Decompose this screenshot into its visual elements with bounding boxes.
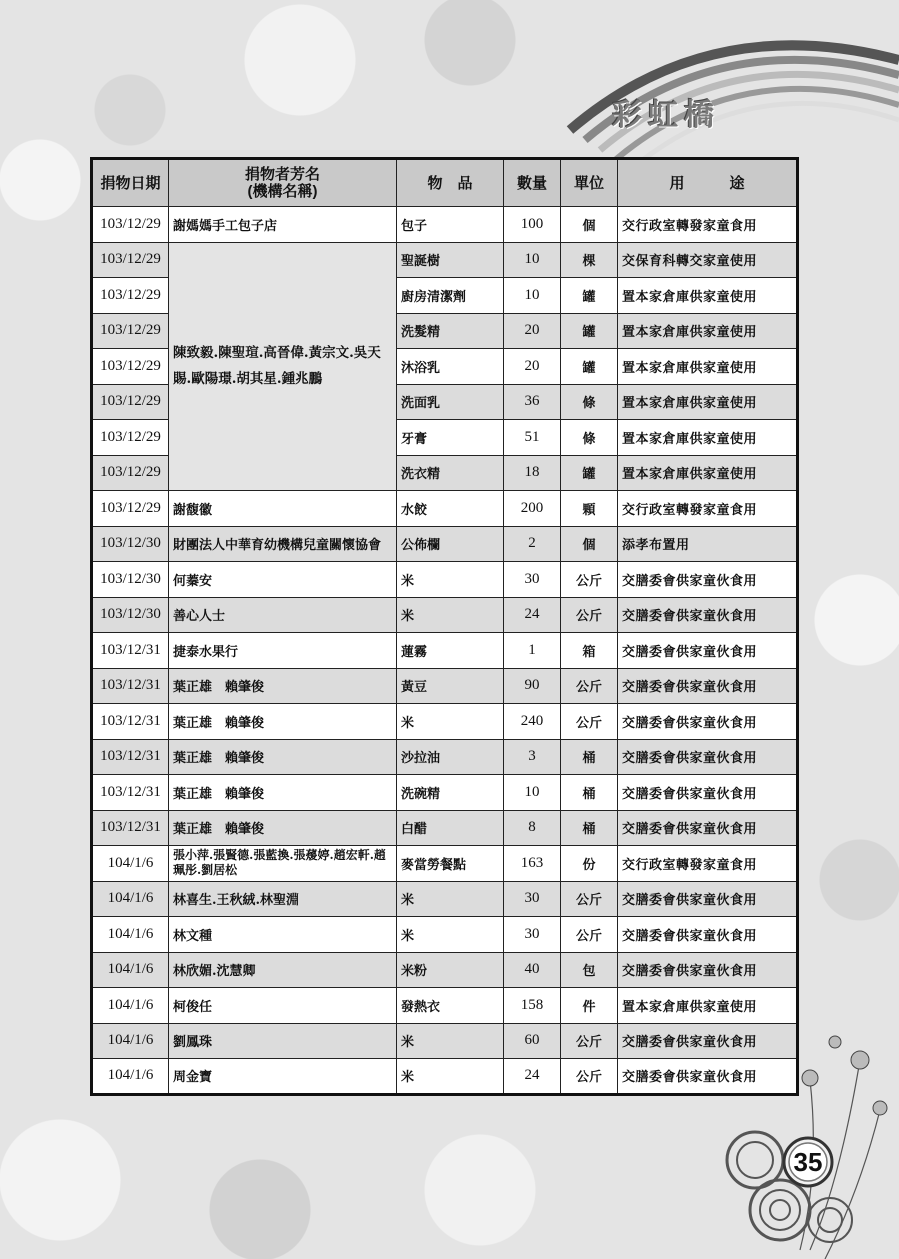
cell-date: 103/12/31: [92, 775, 169, 811]
table-row: [92, 491, 798, 527]
cell-item: 水餃: [397, 491, 504, 527]
cell-use: 置本家倉庫供家童使用: [618, 988, 798, 1024]
table-row: [92, 1059, 798, 1095]
cell-unit: 條: [561, 420, 618, 456]
cell-date: 103/12/29: [92, 207, 169, 243]
cell-item: 黃豆: [397, 668, 504, 704]
header-item: 物 品: [397, 159, 504, 207]
cell-donor: 張小萍.張賢德.張藍換.張蕿婷.趙宏軒.趙珮彤.劉居松: [169, 846, 397, 882]
cell-qty: 10: [504, 775, 561, 811]
cell-date: 103/12/29: [92, 455, 169, 491]
cell-unit: 公斤: [561, 1059, 618, 1095]
header-use: 用 途: [618, 159, 798, 207]
cell-qty: 10: [504, 242, 561, 278]
cell-item: 公佈欄: [397, 526, 504, 562]
cell-qty: 200: [504, 491, 561, 527]
cell-unit: 箱: [561, 633, 618, 669]
table-row: [92, 988, 798, 1024]
cell-date: 104/1/6: [92, 881, 169, 917]
table-row: [92, 562, 798, 598]
cell-use: 交膳委會供家童伙食用: [618, 1059, 798, 1095]
table-row: [92, 242, 798, 278]
cell-unit: 包: [561, 952, 618, 988]
cell-unit: 條: [561, 384, 618, 420]
cell-item: 米: [397, 917, 504, 953]
cell-use: 交行政室轉發家童食用: [618, 846, 798, 882]
header-title: 彩虹橋: [612, 98, 720, 133]
cell-use: 交膳委會供家童伙食用: [618, 633, 798, 669]
cell-date: 104/1/6: [92, 917, 169, 953]
cell-qty: 20: [504, 349, 561, 385]
cell-item: 米: [397, 1023, 504, 1059]
cell-qty: 24: [504, 597, 561, 633]
cell-qty: 240: [504, 704, 561, 740]
header-qty: 數量: [504, 159, 561, 207]
cell-item: 蓮霧: [397, 633, 504, 669]
table-row: [92, 526, 798, 562]
cell-qty: 30: [504, 881, 561, 917]
cell-donor: 葉正雄 賴肇俊: [169, 704, 397, 740]
cell-unit: 件: [561, 988, 618, 1024]
cell-date: 103/12/31: [92, 739, 169, 775]
cell-item: 廚房清潔劑: [397, 278, 504, 314]
cell-qty: 8: [504, 810, 561, 846]
cell-qty: 36: [504, 384, 561, 420]
cell-unit: 罐: [561, 278, 618, 314]
header-donor: [169, 159, 397, 207]
cell-donor: 林文種: [169, 917, 397, 953]
table-row: [92, 597, 798, 633]
cell-date: 103/12/31: [92, 810, 169, 846]
table-row: [92, 668, 798, 704]
cell-unit: 份: [561, 846, 618, 882]
header-donor-line2: (機構名稱): [247, 183, 318, 200]
header-donor-line1: 捐物者芳名: [244, 166, 320, 183]
cell-item: 米粉: [397, 952, 504, 988]
cell-unit: 桶: [561, 739, 618, 775]
cell-date: 104/1/6: [92, 1059, 169, 1095]
cell-unit: 顆: [561, 491, 618, 527]
cell-qty: 1: [504, 633, 561, 669]
cell-qty: 40: [504, 952, 561, 988]
cell-donor: 葉正雄 賴肇俊: [169, 739, 397, 775]
table-row: [92, 775, 798, 811]
cell-unit: 公斤: [561, 881, 618, 917]
table-row: [92, 917, 798, 953]
cell-qty: 24: [504, 1059, 561, 1095]
cell-qty: 20: [504, 313, 561, 349]
cell-item: 發熱衣: [397, 988, 504, 1024]
cell-use: 交膳委會供家童伙食用: [618, 917, 798, 953]
cell-unit: 個: [561, 526, 618, 562]
cell-qty: 163: [504, 846, 561, 882]
cell-unit: 罐: [561, 313, 618, 349]
cell-use: 交行政室轉發家童食用: [618, 491, 798, 527]
cell-donor: 謝媽媽手工包子店: [169, 207, 397, 243]
cell-use: 交膳委會供家童伙食用: [618, 775, 798, 811]
cell-donor: 周金寶: [169, 1059, 397, 1095]
cell-date: 103/12/30: [92, 526, 169, 562]
cell-date: 104/1/6: [92, 952, 169, 988]
table-row: [92, 846, 798, 882]
table-row: [92, 207, 798, 243]
table-row: [92, 952, 798, 988]
table-row: [92, 1023, 798, 1059]
cell-donor: 葉正雄 賴肇俊: [169, 810, 397, 846]
cell-item: 沙拉油: [397, 739, 504, 775]
cell-unit: 公斤: [561, 704, 618, 740]
cell-date: 104/1/6: [92, 988, 169, 1024]
cell-qty: 60: [504, 1023, 561, 1059]
cell-use: 置本家倉庫供家童使用: [618, 349, 798, 385]
cell-item: 白醋: [397, 810, 504, 846]
cell-item: 米: [397, 1059, 504, 1095]
cell-unit: 公斤: [561, 1023, 618, 1059]
page-number: 35: [793, 1147, 823, 1177]
cell-use: 置本家倉庫供家童使用: [618, 278, 798, 314]
cell-donor: 謝馥徽: [169, 491, 397, 527]
cell-date: 103/12/29: [92, 242, 169, 278]
cell-unit: 公斤: [561, 668, 618, 704]
cell-use: 交膳委會供家童伙食用: [618, 810, 798, 846]
cell-use: 交膳委會供家童伙食用: [618, 668, 798, 704]
cell-use: 交保育科轉交家童使用: [618, 242, 798, 278]
cell-donor: 林喜生.王秋絨.林聖淵: [169, 881, 397, 917]
cell-donor: 財團法人中華育幼機構兒童關懷協會: [169, 526, 397, 562]
cell-qty: 10: [504, 278, 561, 314]
cell-unit: 罐: [561, 455, 618, 491]
cell-donor: 何蓁安: [169, 562, 397, 598]
cell-item: 麥當勞餐點: [397, 846, 504, 882]
cell-item: 米: [397, 704, 504, 740]
cell-date: 103/12/31: [92, 704, 169, 740]
cell-date: 104/1/6: [92, 846, 169, 882]
cell-date: 103/12/29: [92, 313, 169, 349]
cell-date: 104/1/6: [92, 1023, 169, 1059]
cell-use: 交膳委會供家童伙食用: [618, 739, 798, 775]
cell-item: 洗衣精: [397, 455, 504, 491]
cell-date: 103/12/29: [92, 384, 169, 420]
cell-item: 沐浴乳: [397, 349, 504, 385]
cell-unit: 公斤: [561, 917, 618, 953]
cell-qty: 3: [504, 739, 561, 775]
cell-unit: 公斤: [561, 562, 618, 598]
cell-donor: 林欣媚.沈慧卿: [169, 952, 397, 988]
cell-date: 103/12/30: [92, 562, 169, 598]
cell-donor: 善心人士: [169, 597, 397, 633]
table-row: [92, 810, 798, 846]
cell-item: 米: [397, 562, 504, 598]
table-row: [92, 881, 798, 917]
cell-qty: 158: [504, 988, 561, 1024]
cell-date: 103/12/30: [92, 597, 169, 633]
cell-qty: 51: [504, 420, 561, 456]
cell-qty: 18: [504, 455, 561, 491]
cell-use: 交膳委會供家童伙食用: [618, 952, 798, 988]
cell-use: 置本家倉庫供家童使用: [618, 384, 798, 420]
cell-unit: 罐: [561, 349, 618, 385]
cell-qty: 90: [504, 668, 561, 704]
cell-use: 交膳委會供家童伙食用: [618, 881, 798, 917]
cell-use: 交膳委會供家童伙食用: [618, 1023, 798, 1059]
cell-item: 聖誕樹: [397, 242, 504, 278]
cell-use: 交膳委會供家童伙食用: [618, 562, 798, 598]
cell-item: 米: [397, 597, 504, 633]
donation-table: [90, 157, 799, 1096]
page-number-badge: [782, 1136, 834, 1188]
table-row: [92, 704, 798, 740]
cell-date: 103/12/29: [92, 491, 169, 527]
cell-item: 洗髮精: [397, 313, 504, 349]
cell-use: 置本家倉庫供家童使用: [618, 455, 798, 491]
cell-date: 103/12/29: [92, 420, 169, 456]
cell-unit: 公斤: [561, 597, 618, 633]
cell-item: 米: [397, 881, 504, 917]
cell-qty: 30: [504, 562, 561, 598]
cell-donor: 劉鳳珠: [169, 1023, 397, 1059]
cell-use: 交膳委會供家童伙食用: [618, 704, 798, 740]
cell-donor: 柯俊任: [169, 988, 397, 1024]
table-row: [92, 739, 798, 775]
cell-use: 交行政室轉發家童食用: [618, 207, 798, 243]
cell-date: 103/12/29: [92, 278, 169, 314]
cell-date: 103/12/29: [92, 349, 169, 385]
cell-item: 洗面乳: [397, 384, 504, 420]
cell-item: 洗碗精: [397, 775, 504, 811]
cell-item: 牙膏: [397, 420, 504, 456]
cell-qty: 2: [504, 526, 561, 562]
cell-donor: 葉正雄 賴肇俊: [169, 775, 397, 811]
cell-date: 103/12/31: [92, 633, 169, 669]
header-unit: 單位: [561, 159, 618, 207]
cell-donor: 葉正雄 賴肇俊: [169, 668, 397, 704]
cell-qty: 30: [504, 917, 561, 953]
cell-donor-group: 陳致毅.陳聖瑄.高晉偉.黃宗文.吳天賜.歐陽璟.胡其星.鍾兆鵬: [169, 242, 397, 491]
cell-unit: 桶: [561, 775, 618, 811]
cell-unit: 個: [561, 207, 618, 243]
cell-unit: 桶: [561, 810, 618, 846]
cell-qty: 100: [504, 207, 561, 243]
cell-date: 103/12/31: [92, 668, 169, 704]
cell-item: 包子: [397, 207, 504, 243]
cell-use: 置本家倉庫供家童使用: [618, 313, 798, 349]
table-row: [92, 633, 798, 669]
cell-unit: 棵: [561, 242, 618, 278]
cell-use: 交膳委會供家童伙食用: [618, 597, 798, 633]
cell-donor: 捷泰水果行: [169, 633, 397, 669]
cell-use: 添孝布置用: [618, 526, 798, 562]
header-date: 捐物日期: [92, 159, 169, 207]
cell-use: 置本家倉庫供家童使用: [618, 420, 798, 456]
table-header-row: [92, 159, 798, 207]
